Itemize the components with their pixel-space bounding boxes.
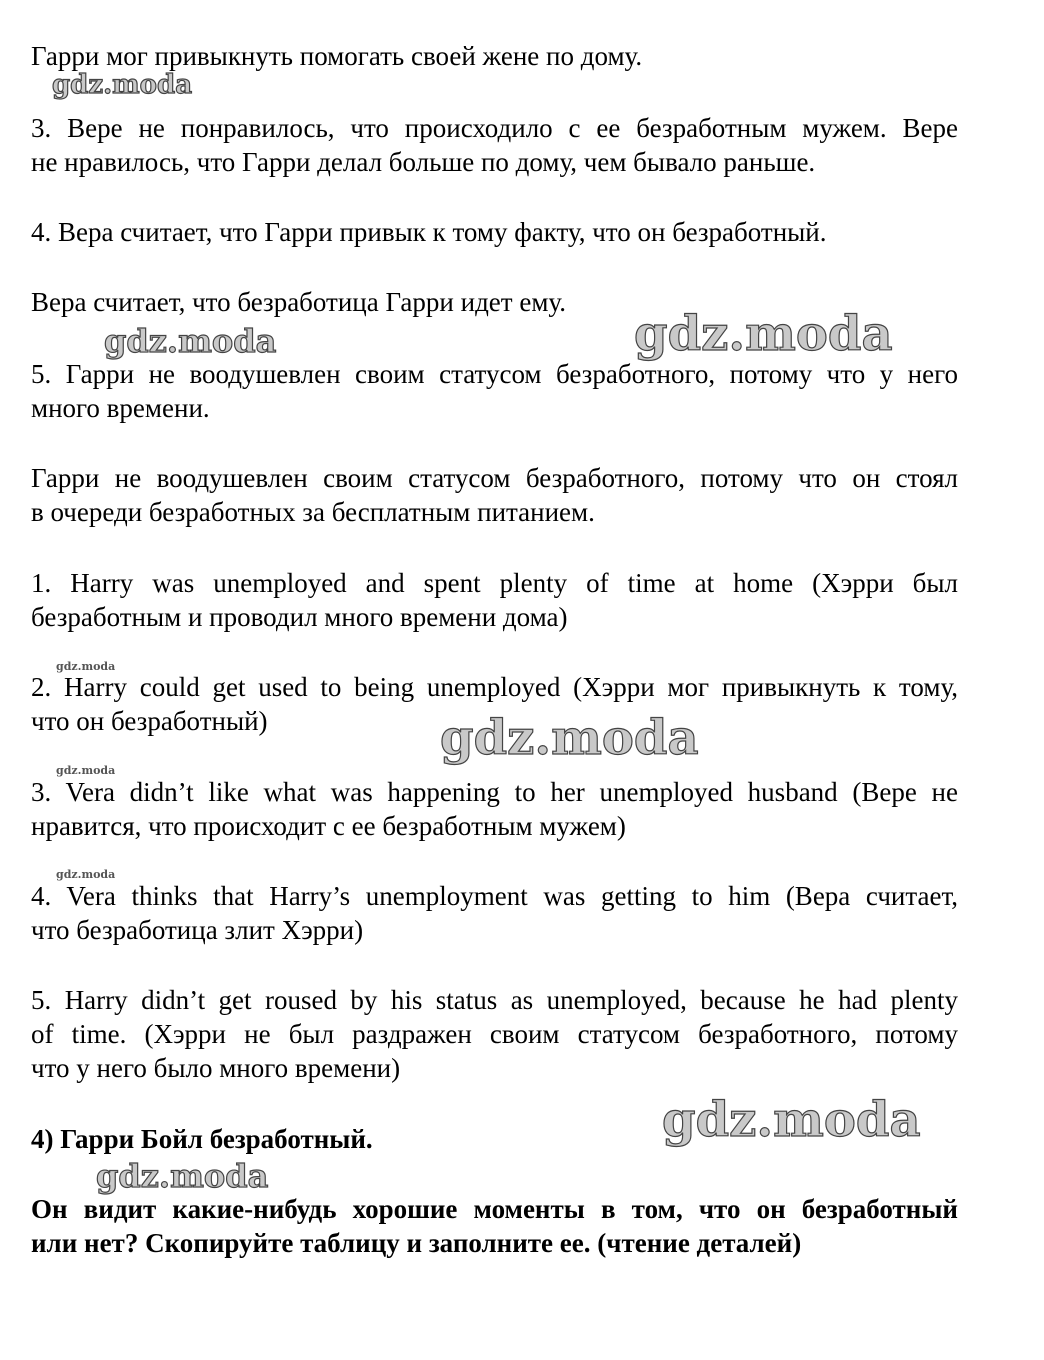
text-line-11: безработным и проводил много времени дома)	[31, 602, 568, 632]
text-line-9: в очереди безработных за бесплатным питанием.	[31, 497, 595, 527]
text-line-15: нравится, что происходит с ее безработным мужем)	[31, 811, 626, 841]
watermark-4: gdz.moda	[440, 710, 699, 766]
text-line-19: of time. (Хэрри не был раздражен своим статусом безработного, потому	[31, 1019, 958, 1049]
text-line-13: что он безработный)	[31, 706, 268, 736]
text-line-3: не нравилось, что Гарри делал больше по дому, чем бывало раньше.	[31, 147, 816, 177]
watermark-1: gdz.moda	[52, 70, 193, 100]
text-line-2: 3. Вере не понравилось, что происходило с ее безработным мужем. Вере	[31, 113, 958, 143]
text-line-20: что у него было много времени)	[31, 1053, 401, 1083]
watermark-small-1: gdz.moda	[56, 660, 116, 673]
text-line-18: 5. Harry didn’t get roused by his status as unemployed, because he had plenty	[31, 985, 958, 1015]
watermark-2: gdz.moda	[104, 322, 277, 360]
watermark-6: gdz.moda	[96, 1157, 269, 1195]
watermark-5: gdz.moda	[662, 1092, 921, 1148]
text-line-16: 4. Vera thinks that Harry’s unemployment was getting to him (Вера считает,	[31, 881, 958, 911]
section-heading: 4) Гарри Бойл безработный.	[31, 1124, 373, 1154]
text-line-14: 3. Vera didn’t like what was happening to her unemployed husband (Вере не	[31, 777, 958, 807]
text-line-7: много времени.	[31, 393, 210, 423]
text-line-8: Гарри не воодушевлен своим статусом безработного, потому что он стоял	[31, 463, 958, 493]
text-line-5: Вера считает, что безработица Гарри идет ему.	[31, 287, 566, 317]
watermark-small-3: gdz.moda	[56, 868, 116, 881]
text-line-17: что безработица злит Хэрри)	[31, 915, 364, 945]
text-line-6: 5. Гарри не воодушевлен своим статусом безработного, потому что у него	[31, 359, 958, 389]
text-line-10: 1. Harry was unemployed and spent plenty of time at home (Хэрри был	[31, 568, 958, 598]
watermark-3: gdz.moda	[634, 306, 893, 362]
text-line-1: Гарри мог привыкнуть помогать своей жене по дому.	[31, 41, 643, 71]
text-line-4: 4. Вера считает, что Гарри привык к тому факту, что он безработный.	[31, 217, 827, 247]
task-line-1: Он видит какие-нибудь хорошие моменты в том, что он безработный	[31, 1194, 958, 1224]
watermark-small-2: gdz.moda	[56, 764, 116, 777]
task-line-2: или нет? Скопируйте таблицу и заполните ее. (чтение деталей)	[31, 1228, 802, 1258]
text-line-12: 2. Harry could get used to being unemployed (Хэрри мог привыкнуть к тому,	[31, 672, 958, 702]
